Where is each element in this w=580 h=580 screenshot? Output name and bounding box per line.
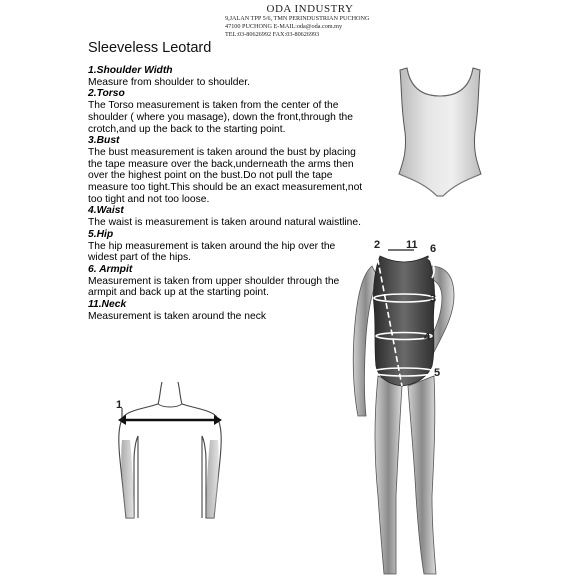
measurement-text: The bust measurement is taken around the bust by placing the tape measure over the back,underneath the arms then over the highest point on the bust.Do not pull the tape measure too tight.This should be an exact measurement,not too tight and not too loose. [88,146,363,205]
right-leg [408,376,436,574]
measurement-text: Measurement is taken around the neck [88,310,267,322]
body-figure-diagram [330,236,480,578]
shoulder-arrow-right [214,415,222,425]
measurement-item [88,229,363,264]
measurement-text: The waist is measurement is taken around natural waistline. [88,217,361,229]
measurement-heading: 3.Bust [88,135,120,147]
leotard-illustration [385,62,495,202]
label-waist: 4 [424,331,431,343]
company-address: 9,JALAN TPP 5/6, TMN PERINDUSTRIAN PUCHONG [225,15,370,22]
measurement-item [88,88,363,135]
measurement-item [88,264,363,299]
measurement-heading: 11.Neck [88,299,127,311]
neck-curve [158,404,182,407]
body-leotard [373,256,437,386]
page-title: Sleeveless Leotard [88,40,212,56]
company-phone: TEL:03-80626992 FAX:03-80626993 [225,31,320,38]
measurement-text: The Torso measurement is taken from the center of the shoulder ( where you masage), down the front,through the crotch,and up the back to the starting point. [88,100,354,135]
upper-body-outline [119,382,221,518]
left-leg [375,376,402,574]
label-hip: 5 [434,367,441,379]
left-arm-shade [121,440,134,518]
measurement-item [88,65,363,88]
company-name: ODA INDUSTRY [266,3,354,15]
label-torso: 2 [374,239,381,251]
label-shoulder: 1 [116,399,123,411]
measurement-item [88,135,363,205]
measurement-heading: 1.Shoulder Width [88,65,173,76]
label-armpit: 6 [430,243,437,255]
measurement-text: The hip measurement is taken around the hip over the widest part of the hips. [88,240,336,264]
leotard-body [399,68,481,196]
measurement-item [88,205,363,228]
label-neck: 11 [406,239,418,251]
company-contact: 47100 PUCHONG E-MAIL:oda@oda.com.my [225,23,343,30]
company-header [225,3,395,39]
measurement-heading: 5.Hip [88,228,114,240]
right-arm-shade [206,440,219,518]
measurement-text: Measure from shoulder to shoulder. [88,76,250,88]
measurement-heading: 2.Torso [88,88,125,100]
measurement-list [88,65,363,322]
label-bust: 3 [430,293,437,305]
shoulder-width-diagram [110,380,230,520]
measurement-item [88,299,363,322]
measurement-heading: 4.Waist [88,205,124,217]
measurement-text: Measurement is taken from upper shoulder through the armpit and back up at the starting point. [88,275,340,299]
measurement-heading: 6. Armpit [88,263,133,275]
